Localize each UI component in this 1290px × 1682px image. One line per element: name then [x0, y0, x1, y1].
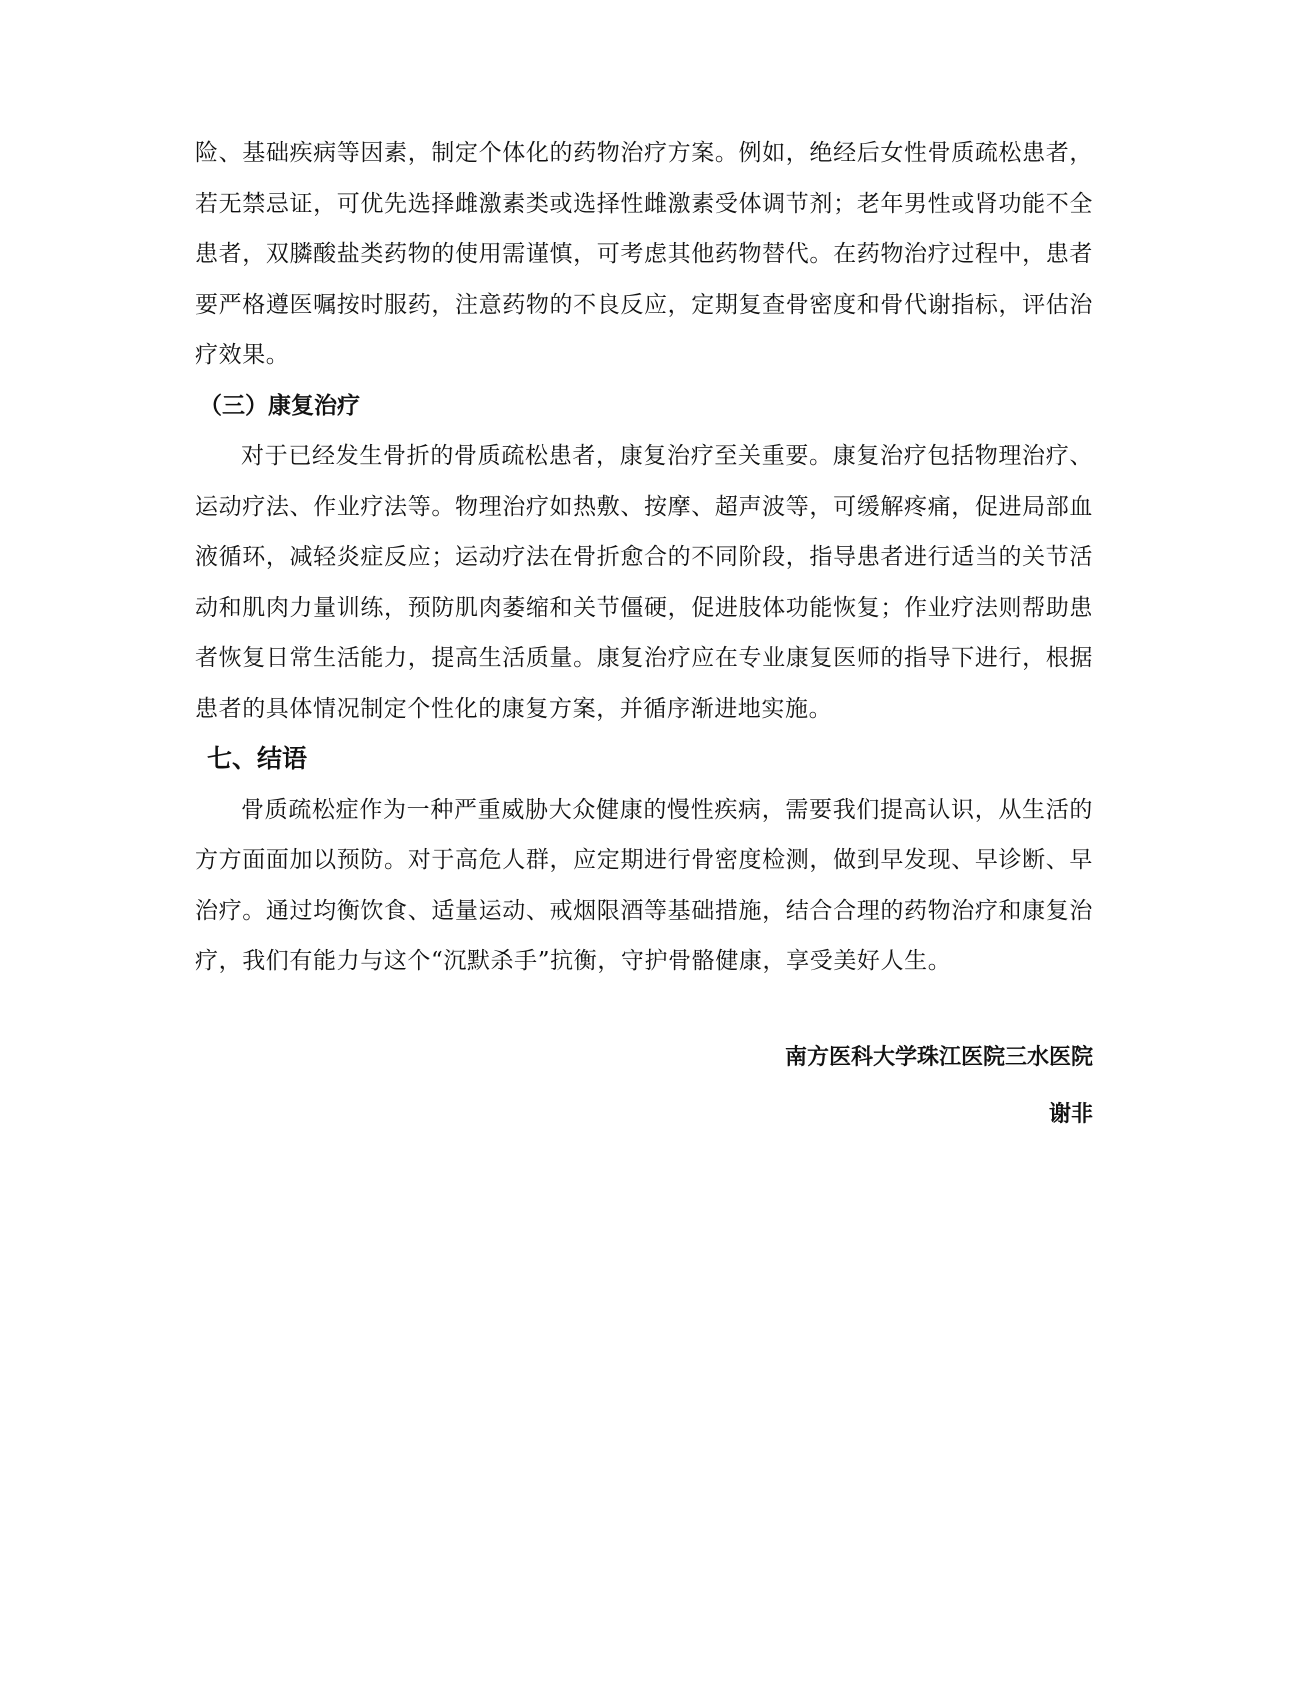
text-line: 疗效果。: [195, 342, 290, 368]
text-line: 方方面面加以预防。对于高危人群，应定期进行骨密度检测，做到早发现、早诊断、早: [195, 847, 1093, 873]
section-heading-conclusion: 七、结语: [207, 744, 308, 773]
signature-author: 谢非: [1048, 1102, 1093, 1127]
text-line: 者恢复日常生活能力，提高生活质量。康复治疗应在专业康复医师的指导下进行，根据: [195, 645, 1093, 671]
text-line: 运动疗法、作业疗法等。物理治疗如热敷、按摩、超声波等，可缓解疼痛，促进局部血: [195, 493, 1093, 520]
text-line: 若无禁忌证，可优先选择雌激素类或选择性雌激素受体调节剂；老年男性或肾功能不全: [195, 190, 1093, 217]
text-line: 要严格遵医嘱按时服药，注意药物的不良反应，定期复查骨密度和骨代谢指标，评估治: [195, 291, 1093, 318]
text-line: 动和肌肉力量训练，预防肌肉萎缩和关节僵硬，促进肢体功能恢复；作业疗法则帮助患: [195, 594, 1093, 621]
section-heading-rehab: （三）康复治疗: [199, 392, 360, 419]
text-line: 险、基础疾病等因素，制定个体化的药物治疗方案。例如，绝经后女性骨质疏松患者，: [195, 140, 1093, 166]
signature-institution: 南方医科大学珠江医院三水医院: [784, 1045, 1093, 1070]
text-line: 患者，双膦酸盐类药物的使用需谨慎，可考虑其他药物替代。在药物治疗过程中，患者: [195, 241, 1093, 267]
paragraph-drug-therapy-continued: [195, 128, 1093, 381]
paragraph-conclusion: [195, 785, 1093, 987]
document-page: [195, 128, 1093, 987]
text-line: 骨质疏松症作为一种严重威胁大众健康的慢性疾病，需要我们提高认识，从生活的: [241, 796, 1093, 823]
text-line: 患者的具体情况制定个性化的康复方案，并循序渐进地实施。: [195, 695, 833, 722]
text-line: 液循环，减轻炎症反应；运动疗法在骨折愈合的不同阶段，指导患者进行适当的关节活: [195, 544, 1093, 570]
text-line: 治疗。通过均衡饮食、适量运动、戒烟限酒等基础措施，结合合理的药物治疗和康复治: [195, 897, 1093, 924]
paragraph-rehab: [195, 431, 1093, 734]
text-line: 疗，我们有能力与这个“沉默杀手”抗衡，守护骨骼健康，享受美好人生。: [195, 948, 952, 974]
text-line: 对于已经发生骨折的骨质疏松患者，康复治疗至关重要。康复治疗包括物理治疗、: [241, 443, 1093, 469]
